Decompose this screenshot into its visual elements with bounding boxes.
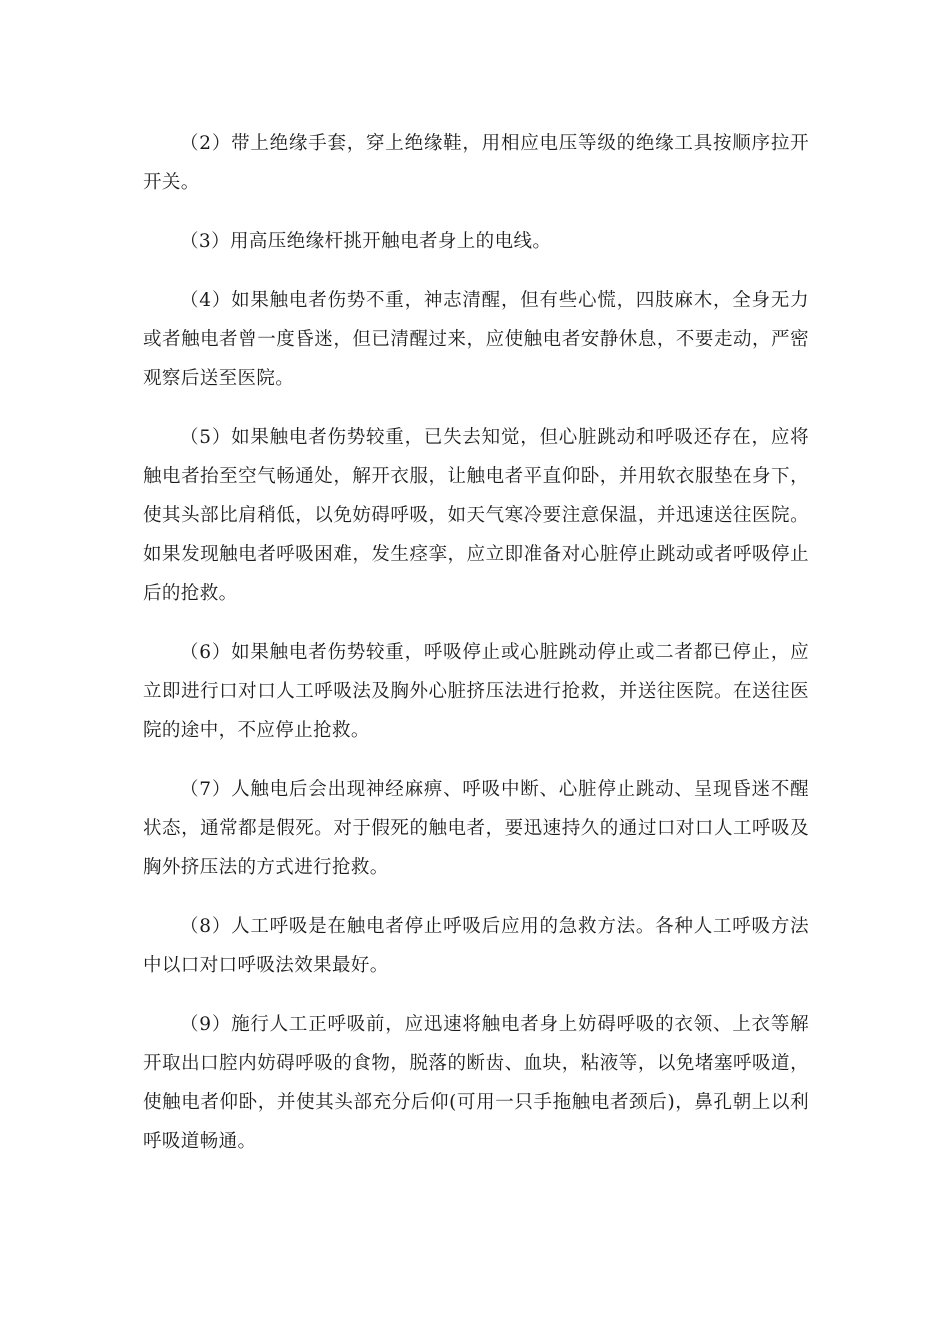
document-body: [143, 124, 809, 1181]
paragraph-step-2: （2）带上绝缘手套，穿上绝缘鞋，用相应电压等级的绝缘工具按顺序拉开开关。: [143, 133, 809, 193]
paragraph-step-9: （9）施行人工正呼吸前，应迅速将触电者身上妨碍呼吸的衣领、上衣等解开取出口腔内妨碍呼吸的食物，脱落的断齿、血块，粘液等，以免堵塞呼吸道，使触电者仰卧，并使其头部充分后仰(可用一只手拖触电者颈后)，鼻孔朝上以利呼吸道畅通。: [143, 1014, 809, 1152]
paragraph-step-7: （7）人触电后会出现神经麻痹、呼吸中断、心脏停止跳动、呈现昏迷不醒状态，通常都是假死。对于假死的触电者，要迅速持久的通过口对口人工呼吸及胸外挤压法的方式进行抢救。: [143, 779, 809, 878]
paragraph-step-4: （4）如果触电者伤势不重，神志清醒，但有些心慌，四肢麻木，全身无力或者触电者曾一度昏迷，但已清醒过来，应使触电者安静休息，不要走动，严密观察后送至医院。: [143, 290, 809, 389]
paragraph-step-8: （8）人工呼吸是在触电者停止呼吸后应用的急救方法。各种人工呼吸方法中以口对口呼吸法效果最好。: [143, 916, 809, 976]
paragraph-step-6: （6）如果触电者伤势较重，呼吸停止或心脏跳动停止或二者都已停止，应立即进行口对口人工呼吸法及胸外心脏挤压法进行抢救，并送往医院。在送往医院的途中，不应停止抢救。: [143, 642, 809, 741]
paragraph-step-3: （3）用高压绝缘杆挑开触电者身上的电线。: [180, 231, 552, 252]
paragraph-step-5: （5）如果触电者伤势较重，已失去知觉，但心脏跳动和呼吸还存在，应将触电者抬至空气畅通处，解开衣服，让触电者平直仰卧，并用软衣服垫在身下，使其头部比肩稍低，以免妨碍呼吸，如天气寒冷要注意保温，并迅速送往医院。如果发现触电者呼吸困难，发生痉挛，应立即准备对心脏停止跳动或者呼吸停止后的抢救。: [143, 427, 809, 604]
